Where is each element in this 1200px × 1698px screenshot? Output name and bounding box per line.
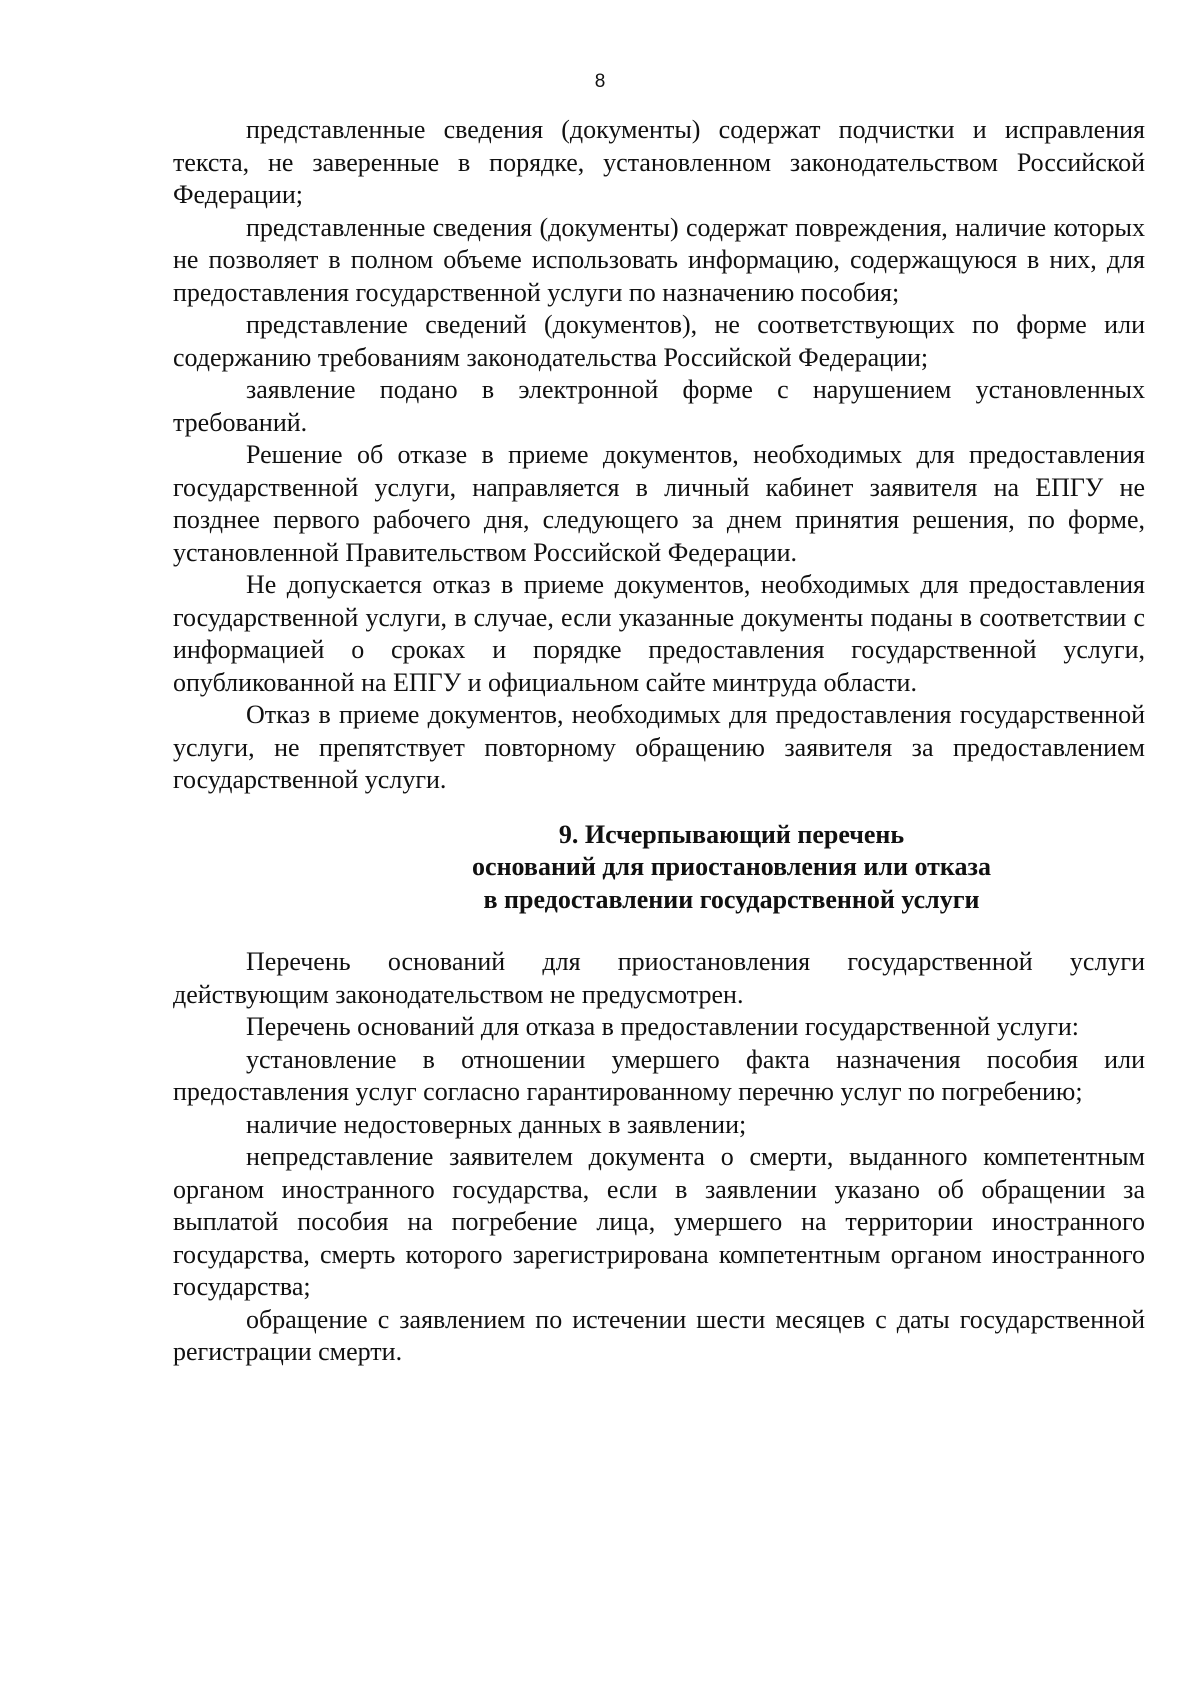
section-heading-line: 9. Исчерпывающий перечень — [558, 819, 905, 849]
paragraph: Отказ в приеме документов, необходимых для предоставления государственной услуги, не препятствует повторному обращению заявителя за предоставлением государственной услуги. — [173, 700, 1145, 794]
page-number: 8 — [594, 71, 606, 92]
paragraph: Перечень оснований для приостановления государственной услуги действующим законодательством не предусмотрен. — [173, 947, 1145, 1009]
paragraph: представленные сведения (документы) содержат повреждения, наличие которых не позволяет в полном объеме использовать информацию, содержащуюся в них, для предоставления государственной услуги по назначению пособия; — [173, 212, 1145, 307]
paragraph: Перечень оснований для отказа в предоставлении государственной услуги: — [246, 1012, 1080, 1041]
paragraph: наличие недостоверных данных в заявлении; — [246, 1109, 747, 1139]
section-heading-line: в предоставлении государственной услуги — [483, 884, 980, 914]
paragraph: Не допускается отказ в приеме документов, необходимых для предоставления государственной услуги, в случае, если указанные документы поданы в соответствии с информацией о сроках и порядке предоставления государственной услуги, опубликованной на ЕПГУ и официальном сайте минтруда области. — [173, 570, 1145, 697]
document-body — [173, 114, 1145, 1369]
paragraph: представление сведений (документов), не соответствующих по форме или содержанию требованиям законодательства Российской Федерации; — [173, 310, 1145, 372]
paragraph: установление в отношении умершего факта назначения пособия или предоставления услуг согласно гарантированному перечню услуг по погребению; — [173, 1044, 1145, 1106]
paragraph: Решение об отказе в приеме документов, необходимых для предоставления государственной услуги, направляется в личный кабинет заявителя на ЕПГУ не позднее первого рабочего дня, следующего за днем принятия решения, по форме, установленной Правительством Российской Федерации. — [173, 440, 1145, 567]
paragraph: обращение с заявлением по истечении шести месяцев с даты государственной регистрации смерти. — [173, 1304, 1145, 1366]
section-heading-line: оснований для приостановления или отказа — [472, 852, 991, 881]
paragraph: представленные сведения (документы) содержат подчистки и исправления текста, не заверенные в порядке, установленном законодательством Российской Федерации; — [173, 115, 1145, 209]
paragraph: непредставление заявителем документа о смерти, выданного компетентным органом иностранного государства, если в заявлении указано об обращении за выплатой пособия на погребение лица, умершего на территории иностранного государства, смерть которого зарегистрирована компетентным органом иностранного государства; — [173, 1142, 1145, 1301]
paragraph: заявление подано в электронной форме с нарушением установленных требований. — [173, 375, 1145, 437]
section-heading — [173, 819, 1145, 917]
